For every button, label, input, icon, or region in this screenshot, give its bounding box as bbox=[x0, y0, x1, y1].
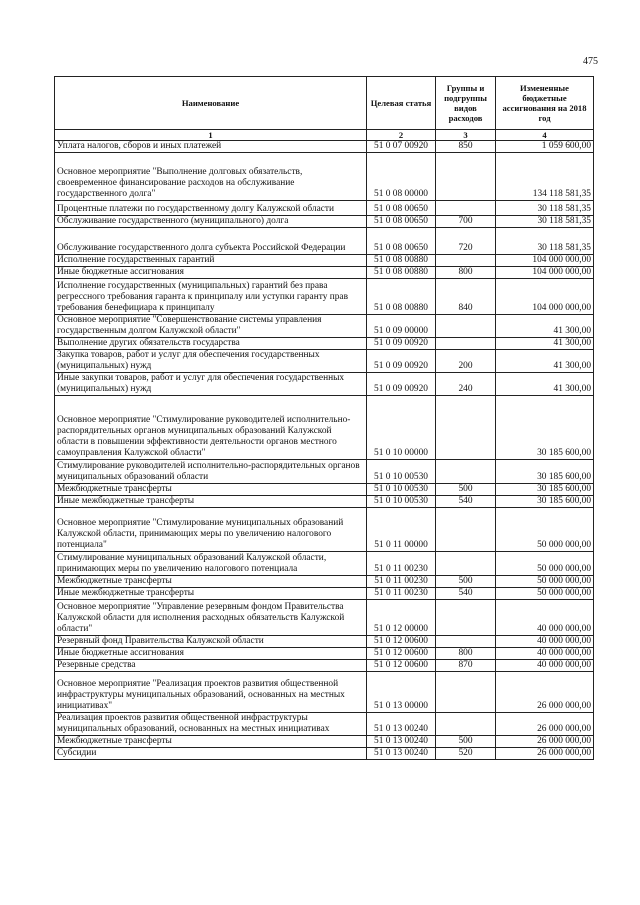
row-code-cell: 51 0 13 00240 bbox=[367, 748, 436, 760]
row-amount-cell: 30 185 600,00 bbox=[496, 484, 594, 496]
column-header-group: Группы и подгруппы видов расходов bbox=[436, 77, 496, 130]
row-name-cell: Обслуживание государственного (муниципального) долга bbox=[55, 216, 367, 228]
row-group-cell: 240 bbox=[436, 373, 496, 396]
row-name-cell: Выполнение других обязательств государства bbox=[55, 338, 367, 350]
table-row bbox=[55, 396, 594, 460]
row-group-cell: 520 bbox=[436, 748, 496, 760]
column-header-amount: Измененные бюджетные ассигнования на 2018 год bbox=[496, 77, 594, 130]
row-group-cell: 800 bbox=[436, 267, 496, 279]
row-code-cell: 51 0 13 00240 bbox=[367, 736, 436, 748]
row-name-cell: Иные межбюджетные трансферты bbox=[55, 496, 367, 508]
row-code-cell: 51 0 09 00920 bbox=[367, 350, 436, 373]
row-amount-cell: 50 000 000,00 bbox=[496, 588, 594, 600]
row-amount-cell: 1 059 600,00 bbox=[496, 141, 594, 153]
row-code-cell: 51 0 12 00600 bbox=[367, 648, 436, 660]
table-row bbox=[55, 588, 594, 600]
row-amount-cell: 30 185 600,00 bbox=[496, 396, 594, 460]
row-amount-cell: 104 000 000,00 bbox=[496, 255, 594, 267]
row-name-cell: Иные бюджетные ассигнования bbox=[55, 267, 367, 279]
table-row bbox=[55, 648, 594, 660]
row-amount-cell: 50 000 000,00 bbox=[496, 508, 594, 552]
row-name-cell: Субсидии bbox=[55, 748, 367, 760]
row-amount-cell: 104 000 000,00 bbox=[496, 279, 594, 315]
row-name-cell: Иные бюджетные ассигнования bbox=[55, 648, 367, 660]
row-code-cell: 51 0 11 00000 bbox=[367, 508, 436, 552]
row-group-cell: 200 bbox=[436, 350, 496, 373]
row-amount-cell: 40 000 000,00 bbox=[496, 648, 594, 660]
budget-table bbox=[54, 76, 594, 760]
table-row bbox=[55, 315, 594, 338]
row-group-cell bbox=[436, 396, 496, 460]
row-name-cell: Процентные платежи по государственному долгу Калужской области bbox=[55, 201, 367, 216]
row-amount-cell: 41 300,00 bbox=[496, 373, 594, 396]
table-row bbox=[55, 600, 594, 636]
row-code-cell: 51 0 08 00650 bbox=[367, 228, 436, 255]
table-row bbox=[55, 713, 594, 736]
row-group-cell bbox=[436, 713, 496, 736]
row-amount-cell: 40 000 000,00 bbox=[496, 636, 594, 648]
table-row bbox=[55, 576, 594, 588]
row-group-cell bbox=[436, 153, 496, 201]
row-code-cell: 51 0 08 00000 bbox=[367, 153, 436, 201]
column-number: 2 bbox=[367, 130, 436, 141]
row-group-cell: 700 bbox=[436, 216, 496, 228]
table-row bbox=[55, 267, 594, 279]
row-name-cell: Основное мероприятие "Управление резервным фондом Правительства Калужской области для исполнения расходных обязательств Калужской области" bbox=[55, 600, 367, 636]
row-name-cell: Закупка товаров, работ и услуг для обеспечения государственных (муниципальных) нужд bbox=[55, 350, 367, 373]
row-code-cell: 51 0 08 00650 bbox=[367, 201, 436, 216]
row-code-cell: 51 0 13 00000 bbox=[367, 672, 436, 713]
table-row bbox=[55, 350, 594, 373]
row-code-cell: 51 0 11 00230 bbox=[367, 576, 436, 588]
table-row bbox=[55, 255, 594, 267]
row-name-cell: Исполнение государственных (муниципальных) гарантий без права регрессного требования гаранта к принципалу или уступки гаранту прав требования бенефициара к принципалу bbox=[55, 279, 367, 315]
row-code-cell: 51 0 12 00000 bbox=[367, 600, 436, 636]
row-amount-cell: 40 000 000,00 bbox=[496, 660, 594, 672]
table-row bbox=[55, 508, 594, 552]
row-group-cell bbox=[436, 600, 496, 636]
row-group-cell: 500 bbox=[436, 576, 496, 588]
table-row bbox=[55, 552, 594, 576]
row-amount-cell: 41 300,00 bbox=[496, 350, 594, 373]
row-name-cell: Резервный фонд Правительства Калужской области bbox=[55, 636, 367, 648]
row-amount-cell: 50 000 000,00 bbox=[496, 576, 594, 588]
column-header-code: Целевая статья bbox=[367, 77, 436, 130]
table-row bbox=[55, 672, 594, 713]
row-amount-cell: 30 118 581,35 bbox=[496, 228, 594, 255]
row-name-cell: Резервные средства bbox=[55, 660, 367, 672]
page-number: 475 bbox=[583, 56, 598, 67]
row-code-cell: 51 0 07 00920 bbox=[367, 141, 436, 153]
column-header-name: Наименование bbox=[55, 77, 367, 130]
row-code-cell: 51 0 09 00920 bbox=[367, 373, 436, 396]
row-group-cell: 870 bbox=[436, 660, 496, 672]
row-amount-cell: 134 118 581,35 bbox=[496, 153, 594, 201]
row-code-cell: 51 0 10 00530 bbox=[367, 496, 436, 508]
row-name-cell: Обслуживание государственного долга субъекта Российской Федерации bbox=[55, 228, 367, 255]
row-name-cell: Основное мероприятие "Стимулирование муниципальных образований Калужской области, принимающих меры по увеличению налогового потенциала" bbox=[55, 508, 367, 552]
table-row bbox=[55, 484, 594, 496]
row-group-cell bbox=[436, 201, 496, 216]
row-group-cell: 720 bbox=[436, 228, 496, 255]
row-group-cell: 540 bbox=[436, 496, 496, 508]
table-row bbox=[55, 373, 594, 396]
column-number: 4 bbox=[496, 130, 594, 141]
table-body bbox=[55, 141, 594, 760]
table-row bbox=[55, 228, 594, 255]
row-group-cell: 850 bbox=[436, 141, 496, 153]
row-name-cell: Межбюджетные трансферты bbox=[55, 484, 367, 496]
row-amount-cell: 30 118 581,35 bbox=[496, 216, 594, 228]
row-amount-cell: 40 000 000,00 bbox=[496, 600, 594, 636]
row-amount-cell: 30 118 581,35 bbox=[496, 201, 594, 216]
row-code-cell: 51 0 12 00600 bbox=[367, 660, 436, 672]
table-row bbox=[55, 748, 594, 760]
row-group-cell bbox=[436, 315, 496, 338]
row-group-cell bbox=[436, 552, 496, 576]
row-code-cell: 51 0 08 00880 bbox=[367, 255, 436, 267]
table-header-row bbox=[55, 77, 594, 130]
row-amount-cell: 26 000 000,00 bbox=[496, 748, 594, 760]
row-name-cell: Основное мероприятие "Выполнение долговых обязательств, своевременное финансирование расходов на обслуживание государственного долга" bbox=[55, 153, 367, 201]
table-row bbox=[55, 636, 594, 648]
row-name-cell: Иные закупки товаров, работ и услуг для обеспечения государственных (муниципальных) нужд bbox=[55, 373, 367, 396]
row-amount-cell: 30 185 600,00 bbox=[496, 496, 594, 508]
row-group-cell bbox=[436, 255, 496, 267]
row-code-cell: 51 0 12 00600 bbox=[367, 636, 436, 648]
row-code-cell: 51 0 09 00000 bbox=[367, 315, 436, 338]
row-code-cell: 51 0 09 00920 bbox=[367, 338, 436, 350]
row-amount-cell: 30 185 600,00 bbox=[496, 460, 594, 484]
row-name-cell: Исполнение государственных гарантий bbox=[55, 255, 367, 267]
table-row bbox=[55, 201, 594, 216]
row-code-cell: 51 0 08 00650 bbox=[367, 216, 436, 228]
row-group-cell bbox=[436, 338, 496, 350]
row-amount-cell: 26 000 000,00 bbox=[496, 736, 594, 748]
table-row bbox=[55, 216, 594, 228]
column-number-row bbox=[55, 130, 594, 141]
row-amount-cell: 104 000 000,00 bbox=[496, 267, 594, 279]
row-amount-cell: 50 000 000,00 bbox=[496, 552, 594, 576]
row-name-cell: Межбюджетные трансферты bbox=[55, 736, 367, 748]
row-name-cell: Основное мероприятие "Стимулирование руководителей исполнительно-распорядительных органов муниципальных образований Калужской области в повышении эффективности деятельности органов местного самоуправления Калужской области" bbox=[55, 396, 367, 460]
row-code-cell: 51 0 10 00530 bbox=[367, 484, 436, 496]
column-number: 3 bbox=[436, 130, 496, 141]
row-group-cell bbox=[436, 672, 496, 713]
row-group-cell bbox=[436, 636, 496, 648]
row-group-cell: 800 bbox=[436, 648, 496, 660]
row-amount-cell: 41 300,00 bbox=[496, 315, 594, 338]
row-name-cell: Стимулирование муниципальных образований Калужской области, принимающих меры по увеличению налогового потенциала bbox=[55, 552, 367, 576]
row-group-cell: 500 bbox=[436, 736, 496, 748]
row-code-cell: 51 0 13 00240 bbox=[367, 713, 436, 736]
table-row bbox=[55, 338, 594, 350]
column-number: 1 bbox=[55, 130, 367, 141]
row-name-cell: Основное мероприятие "Реализация проектов развития общественной инфраструктуры муниципальных образований, основанных на местных инициативах" bbox=[55, 672, 367, 713]
row-name-cell: Иные межбюджетные трансферты bbox=[55, 588, 367, 600]
row-code-cell: 51 0 11 00230 bbox=[367, 588, 436, 600]
row-name-cell: Основное мероприятие "Совершенствование системы управления государственным долгом Калужской области" bbox=[55, 315, 367, 338]
table-row bbox=[55, 736, 594, 748]
row-group-cell bbox=[436, 460, 496, 484]
table-row bbox=[55, 141, 594, 153]
row-code-cell: 51 0 08 00880 bbox=[367, 267, 436, 279]
row-group-cell: 500 bbox=[436, 484, 496, 496]
row-code-cell: 51 0 11 00230 bbox=[367, 552, 436, 576]
table-row bbox=[55, 153, 594, 201]
table-row bbox=[55, 460, 594, 484]
row-amount-cell: 26 000 000,00 bbox=[496, 672, 594, 713]
row-code-cell: 51 0 10 00530 bbox=[367, 460, 436, 484]
row-amount-cell: 41 300,00 bbox=[496, 338, 594, 350]
row-code-cell: 51 0 08 00880 bbox=[367, 279, 436, 315]
row-group-cell: 540 bbox=[436, 588, 496, 600]
row-name-cell: Уплата налогов, сборов и иных платежей bbox=[55, 141, 367, 153]
row-name-cell: Межбюджетные трансферты bbox=[55, 576, 367, 588]
row-name-cell: Стимулирование руководителей исполнительно-распорядительных органов муниципальных образований области bbox=[55, 460, 367, 484]
row-name-cell: Реализация проектов развития общественной инфраструктуры муниципальных образований, основанных на местных инициативах bbox=[55, 713, 367, 736]
table-row bbox=[55, 496, 594, 508]
row-code-cell: 51 0 10 00000 bbox=[367, 396, 436, 460]
row-group-cell bbox=[436, 508, 496, 552]
table-row bbox=[55, 660, 594, 672]
row-amount-cell: 26 000 000,00 bbox=[496, 713, 594, 736]
table-row bbox=[55, 279, 594, 315]
row-group-cell: 840 bbox=[436, 279, 496, 315]
